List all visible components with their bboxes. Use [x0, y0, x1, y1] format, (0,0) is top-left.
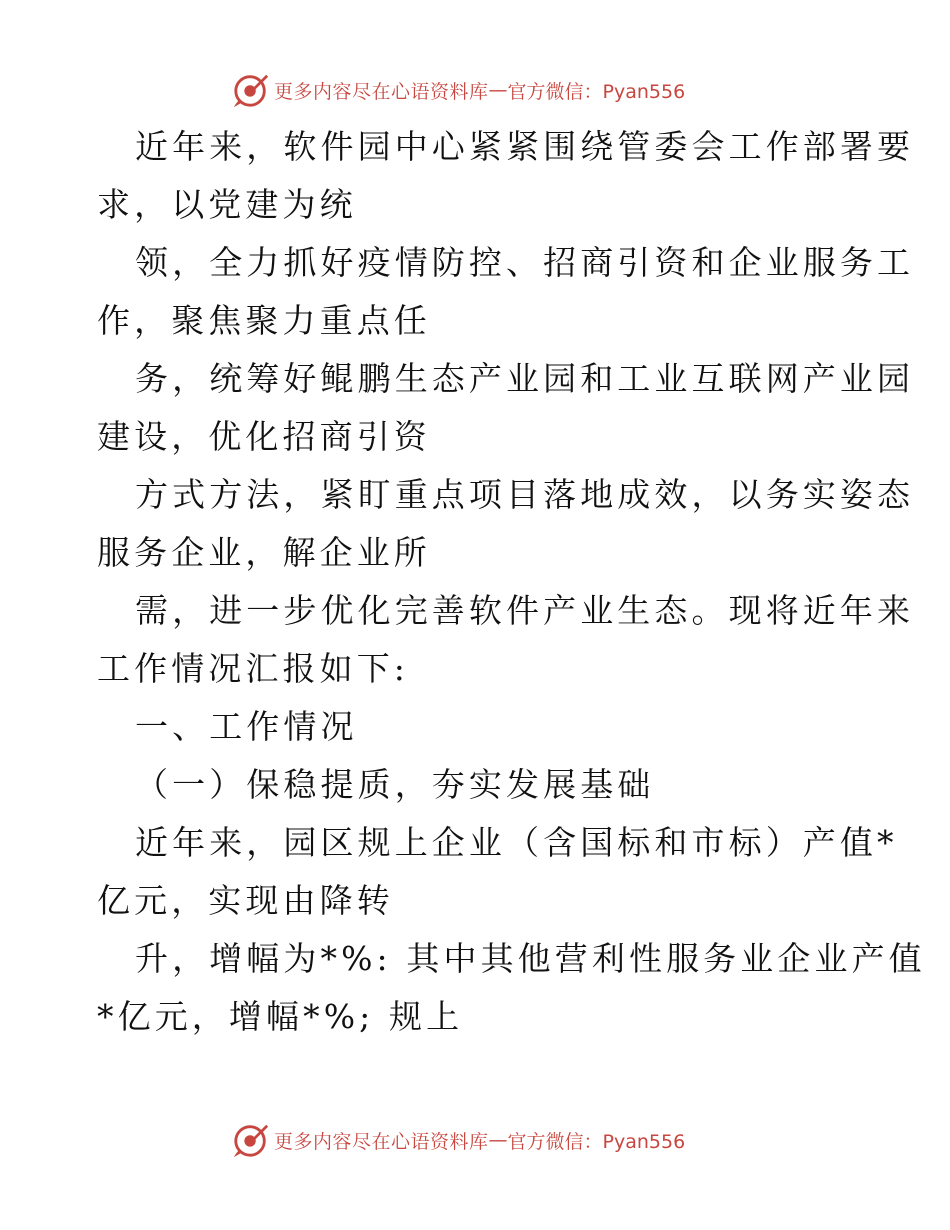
text-line: 求，以党建为统 [97, 185, 357, 224]
text-line: *亿元，增幅*%; 规上 [97, 997, 464, 1036]
header-watermark [232, 70, 685, 110]
text-line: 亿元，实现由降转 [97, 881, 394, 920]
text-line: 作，聚焦聚力重点任 [97, 301, 431, 340]
watermark-separator: — [488, 79, 508, 101]
watermark-text: 更多内容尽在心语资料库 [274, 80, 489, 103]
pen-circle-logo-icon [232, 71, 270, 109]
text-line: 近年来，园区规上企业（含国标和市标）产值* [135, 823, 898, 862]
text-line: 需，进一步优化完善软件产业生态。现将近年来 [135, 591, 915, 630]
text-line: 工作情况汇报如下: [97, 649, 410, 688]
text-line: 建设，优化招商引资 [97, 417, 431, 456]
subsection-heading: （一）保稳提质，夯实发展基础 [135, 765, 655, 804]
watermark-text: 更多内容尽在心语资料库 [274, 1130, 489, 1153]
watermark-contact: 官方微信：Pyan556 [507, 1130, 686, 1153]
watermark-separator: — [488, 1129, 508, 1151]
section-heading: 一、工作情况 [135, 707, 358, 746]
pen-circle-logo-icon [232, 1121, 270, 1159]
text-line: 服务企业，解企业所 [97, 533, 431, 572]
text-line: 方式方法，紧盯重点项目落地成效，以务实姿态 [135, 475, 915, 514]
text-line: 务，统筹好鲲鹏生态产业园和工业互联网产业园 [135, 359, 915, 398]
text-line: 领，全力抓好疫情防控、招商引资和企业服务工 [135, 243, 915, 282]
watermark-contact: 官方微信：Pyan556 [507, 80, 686, 103]
footer-watermark [232, 1120, 685, 1160]
text-line: 近年来，软件园中心紧紧围绕管委会工作部署要 [135, 127, 915, 166]
document-body [97, 118, 926, 1046]
text-line: 升，增幅为*%: 其中其他营利性服务业企业产值 [135, 939, 926, 978]
